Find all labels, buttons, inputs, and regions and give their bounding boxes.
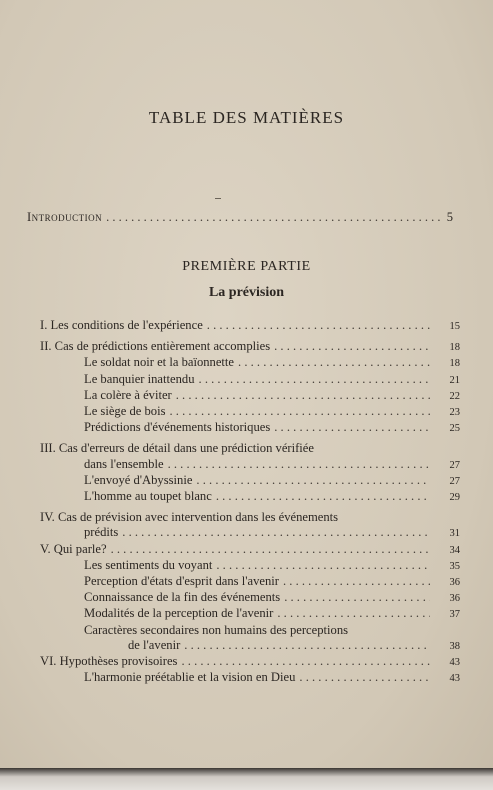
entry-page: 37 [449,609,460,621]
dot-leader [181,654,430,669]
entry-page: 15 [449,321,460,332]
entry-page: 43 [449,657,460,669]
page-title: TABLE DES MATIÈRES [148,108,345,127]
entry-page: 36 [449,577,460,589]
toc-subentry [40,388,460,404]
toc-subentry [40,372,460,388]
toc-subentry [40,606,460,622]
printer-mark [215,198,221,199]
dot-leader [176,388,430,403]
entry-page: 43 [449,673,460,685]
toc-subentry [40,404,460,420]
entry-label: Connaissance de la fin des événements [84,590,281,605]
toc-subentry [40,473,460,489]
toc-entry-continuation [40,525,460,541]
dot-leader [106,210,443,225]
dot-leader [284,590,430,605]
toc-subentry [40,489,460,505]
toc-entry [40,510,460,525]
toc-entry [40,339,460,355]
entry-page: 35 [449,560,460,572]
page-bottom-edge [0,768,493,790]
toc-entry-continuation [40,457,460,473]
entry-page: 18 [449,342,460,354]
toc-subentry [40,670,460,686]
part-heading: PREMIÈRE PARTIE [182,259,311,274]
entry-label: V. Qui parle? [40,541,107,556]
dot-leader [196,473,430,488]
part-subtitle: La prévision [208,285,285,300]
dot-leader [168,457,430,472]
entry-label: Le soldat noir et la baïonnette [84,355,235,370]
entry-page: 31 [449,528,460,540]
entry-label: L'homme au toupet blanc [84,489,212,504]
dot-leader [184,638,430,653]
toc-subentry [40,355,460,371]
entry-label: Le banquier inattendu [84,371,195,386]
dot-leader [111,542,430,557]
dot-leader [274,420,430,435]
toc-subentry [40,623,460,638]
dot-leader [207,318,430,333]
entry-page: 29 [449,492,460,504]
entry-label: Perception d'états d'esprit dans l'avenir [84,574,279,589]
toc-entry [40,542,460,558]
toc-subentry [40,420,460,436]
entry-label-continued: dans l'ensemble [84,456,164,471]
entry-label: I. Les conditions de l'expérience [40,318,203,332]
toc-entry [40,441,460,456]
entry-page: 34 [449,544,460,556]
entry-page: 27 [449,459,460,471]
entry-label: Caractères secondaires non humains des perceptions [84,622,349,637]
dot-leader [122,525,430,540]
entry-page: 27 [449,475,460,487]
toc-entry [40,318,460,334]
entry-page: 18 [449,358,460,370]
dot-leader [274,339,430,354]
entry-label: Prédictions d'événements historiques [84,420,271,435]
entry-page: 23 [449,407,460,419]
entry-label: II. Cas de prédictions entièrement accomplies [40,339,271,354]
entry-page: 22 [449,390,460,402]
entry-label-continued: prédits [84,525,119,540]
entry-label: Modalités de la perception de l'avenir [84,606,274,621]
dot-leader [216,489,430,504]
entry-label: La colère à éviter [84,387,172,402]
introduction-label: Introduction [27,210,103,224]
dot-leader [283,574,430,589]
dot-leader [199,372,430,387]
entry-label: IV. Cas de prévision avec intervention dans les événements [40,510,339,525]
entry-label: Les sentiments du voyant [84,557,213,572]
toc-introduction [27,210,453,225]
entry-page: 36 [449,593,460,605]
dot-leader [299,670,430,685]
entry-page: 25 [449,423,460,435]
toc-entry-continuation [40,638,460,654]
dot-leader [238,355,430,370]
entry-page: 21 [449,374,460,386]
toc-entry [40,654,460,670]
toc-list [40,318,460,686]
toc-subentry [40,558,460,574]
dot-leader [216,558,430,573]
entry-label: L'harmonie préétablie et la vision en Dieu [84,670,296,685]
dot-leader [277,606,430,621]
toc-subentry [40,590,460,606]
toc-subentry [40,574,460,590]
introduction-page: 5 [446,210,453,224]
entry-page: 38 [449,640,460,652]
entry-label: III. Cas d'erreurs de détail dans une prédiction vérifiée [40,441,314,456]
entry-label: L'envoyé d'Abyssinie [84,472,193,487]
dot-leader [169,404,430,419]
entry-label-continued: de l'avenir [128,637,181,652]
entry-label: VI. Hypothèses provisoires [40,654,178,669]
entry-label: Le siège de bois [84,404,166,419]
